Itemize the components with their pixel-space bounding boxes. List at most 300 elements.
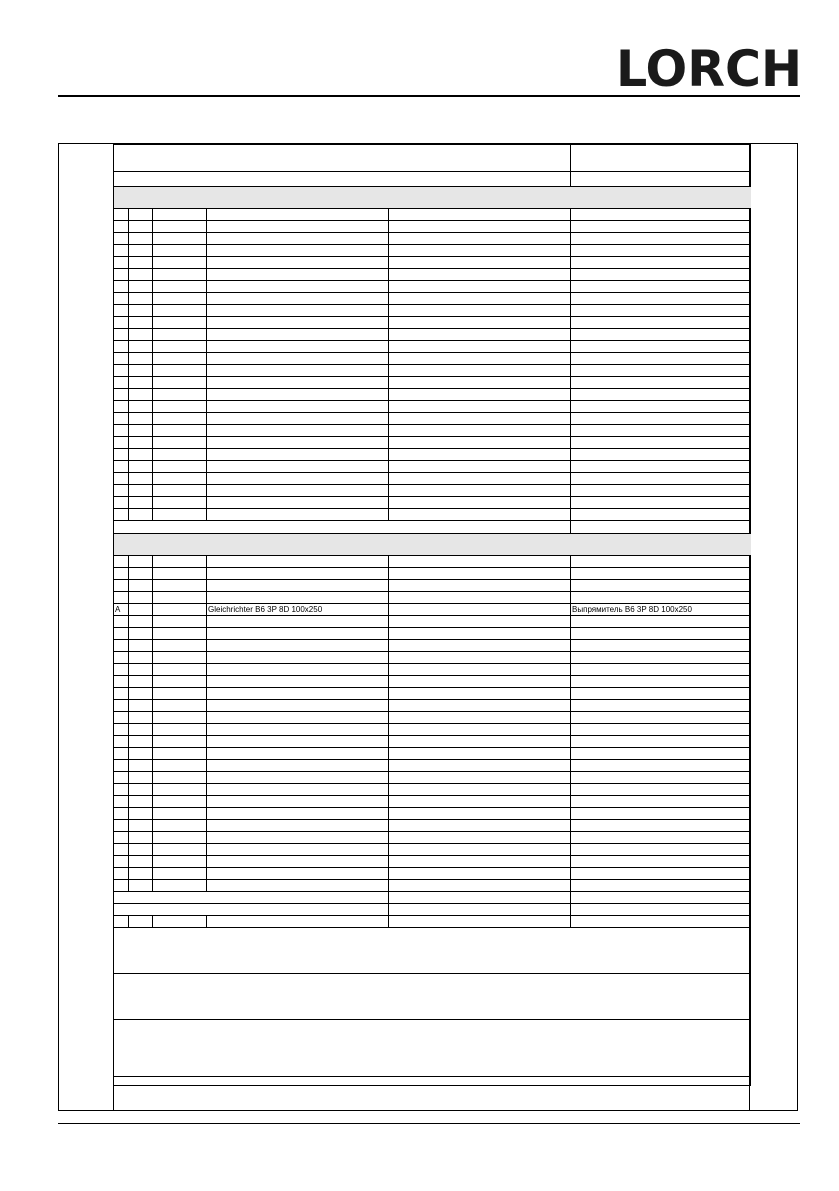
table-cell	[207, 628, 389, 640]
table-cell	[153, 233, 207, 245]
table-cell	[114, 974, 751, 1020]
table-cell	[129, 712, 153, 724]
table-cell	[114, 377, 129, 389]
table-cell	[114, 820, 129, 832]
table-cell	[129, 580, 153, 592]
table-cell	[389, 880, 571, 892]
table-cell	[129, 700, 153, 712]
table-row	[114, 209, 751, 221]
table-cell	[129, 640, 153, 652]
table-cell	[207, 413, 389, 425]
table-cell	[114, 796, 129, 808]
table-cell	[389, 317, 571, 329]
table-cell	[153, 389, 207, 401]
table-cell	[571, 473, 751, 485]
table-cell	[571, 628, 751, 640]
table-cell	[571, 353, 751, 365]
table-cell	[571, 521, 751, 534]
table-cell	[114, 389, 129, 401]
table-cell	[129, 604, 153, 616]
table-cell	[571, 616, 751, 628]
table-row	[114, 281, 751, 293]
table-row	[114, 580, 751, 592]
table-cell	[571, 281, 751, 293]
table-cell	[571, 892, 751, 904]
table-cell	[153, 844, 207, 856]
table-cell	[207, 233, 389, 245]
table-cell	[129, 556, 153, 568]
table-cell	[389, 257, 571, 269]
table-cell	[389, 221, 571, 233]
table-cell	[129, 401, 153, 413]
table-row	[114, 341, 751, 353]
table-cell	[207, 868, 389, 880]
table-cell	[571, 221, 751, 233]
table-row	[114, 449, 751, 461]
table-cell	[129, 437, 153, 449]
table-cell	[571, 880, 751, 892]
table-cell	[114, 700, 129, 712]
table-cell	[207, 844, 389, 856]
table-cell	[571, 509, 751, 521]
table-cell	[389, 796, 571, 808]
table-cell	[129, 676, 153, 688]
table-cell	[571, 497, 751, 509]
table-cell	[153, 604, 207, 616]
table-cell	[571, 868, 751, 880]
table-cell	[153, 724, 207, 736]
table-cell	[389, 808, 571, 820]
table-cell	[389, 281, 571, 293]
table-cell	[571, 832, 751, 844]
table-row	[114, 401, 751, 413]
table-cell	[129, 389, 153, 401]
lorch-logo-icon	[616, 46, 802, 90]
table-cell	[207, 509, 389, 521]
table-cell	[571, 640, 751, 652]
table-cell	[153, 293, 207, 305]
table-cell	[571, 760, 751, 772]
table-row	[114, 377, 751, 389]
table-cell	[129, 880, 153, 892]
table-cell	[571, 245, 751, 257]
table-cell	[571, 688, 751, 700]
table-cell	[114, 808, 129, 820]
table-cell	[153, 652, 207, 664]
table-cell	[207, 473, 389, 485]
table-cell	[207, 760, 389, 772]
table-cell	[153, 281, 207, 293]
table-cell	[207, 497, 389, 509]
table-cell	[153, 856, 207, 868]
table-cell	[153, 664, 207, 676]
table-cell	[207, 616, 389, 628]
table-cell	[129, 796, 153, 808]
table-cell	[389, 233, 571, 245]
table-row	[114, 856, 751, 868]
table-cell	[207, 580, 389, 592]
table-cell	[389, 245, 571, 257]
table-cell	[153, 700, 207, 712]
table-cell	[389, 844, 571, 856]
table-cell	[114, 353, 129, 365]
table-cell	[114, 652, 129, 664]
table-cell	[389, 628, 571, 640]
table-cell	[153, 269, 207, 281]
table-cell	[389, 341, 571, 353]
table-cell	[153, 317, 207, 329]
table-cell	[129, 832, 153, 844]
table-cell	[207, 784, 389, 796]
table-cell	[207, 640, 389, 652]
table-cell	[129, 293, 153, 305]
table-cell	[207, 281, 389, 293]
brand-name: LORCH	[616, 46, 802, 90]
table-cell	[114, 904, 389, 916]
table-cell	[114, 317, 129, 329]
table-cell	[129, 473, 153, 485]
table-cell	[114, 245, 129, 257]
table-cell	[129, 341, 153, 353]
table-cell	[389, 724, 571, 736]
table-row	[114, 904, 751, 916]
table-cell	[389, 449, 571, 461]
table-cell	[389, 640, 571, 652]
table-row	[114, 365, 751, 377]
table-cell	[114, 616, 129, 628]
table-cell	[389, 473, 571, 485]
table-cell	[571, 556, 751, 568]
table-cell	[129, 497, 153, 509]
brand-logo	[616, 46, 802, 90]
header-row	[114, 172, 751, 187]
table-cell	[129, 449, 153, 461]
table-cell	[571, 389, 751, 401]
table-cell	[207, 245, 389, 257]
table-cell	[389, 413, 571, 425]
table-cell	[571, 365, 751, 377]
table-cell	[571, 449, 751, 461]
table-cell	[129, 652, 153, 664]
table-cell	[129, 221, 153, 233]
table-cell	[571, 796, 751, 808]
table-cell	[153, 772, 207, 784]
table-row	[114, 329, 751, 341]
table-cell	[571, 305, 751, 317]
table-row	[114, 832, 751, 844]
table-cell	[129, 784, 153, 796]
table-row	[114, 437, 751, 449]
table-cell	[114, 1020, 751, 1077]
table-cell	[389, 916, 571, 928]
table-cell	[153, 688, 207, 700]
table-cell	[129, 868, 153, 880]
table-cell	[571, 712, 751, 724]
table-cell	[153, 365, 207, 377]
table-cell	[114, 293, 129, 305]
table-row	[114, 413, 751, 425]
table-cell	[389, 820, 571, 832]
table-cell	[114, 497, 129, 509]
table-cell	[389, 401, 571, 413]
table-row	[114, 676, 751, 688]
table-cell	[389, 832, 571, 844]
section-band	[114, 187, 751, 209]
table-cell	[153, 497, 207, 509]
table-cell	[129, 616, 153, 628]
table-cell	[153, 616, 207, 628]
table-cell	[207, 293, 389, 305]
table-row	[114, 293, 751, 305]
table-cell	[571, 784, 751, 796]
table-cell	[153, 640, 207, 652]
table-cell	[153, 796, 207, 808]
table-cell	[207, 832, 389, 844]
table-cell	[153, 329, 207, 341]
table-cell	[207, 880, 389, 892]
table-cell	[389, 485, 571, 497]
table-row	[114, 473, 751, 485]
table-cell	[114, 580, 129, 592]
table-cell	[389, 269, 571, 281]
table-cell	[114, 676, 129, 688]
table-cell	[571, 592, 751, 604]
table-cell	[571, 748, 751, 760]
table-cell	[153, 449, 207, 461]
table-cell	[114, 568, 129, 580]
table-cell	[153, 209, 207, 221]
table-cell	[207, 712, 389, 724]
table-cell	[153, 676, 207, 688]
table-cell	[207, 736, 389, 748]
table-cell	[129, 233, 153, 245]
header-cell	[571, 172, 751, 187]
table-cell	[153, 556, 207, 568]
table-cell	[389, 389, 571, 401]
table-row	[114, 868, 751, 880]
table-cell	[129, 257, 153, 269]
table-cell	[389, 293, 571, 305]
table-cell	[571, 329, 751, 341]
table-cell	[207, 377, 389, 389]
table-cell	[114, 257, 129, 269]
table-cell	[207, 664, 389, 676]
table-cell	[153, 568, 207, 580]
table-cell	[129, 724, 153, 736]
table-cell	[389, 580, 571, 592]
table-cell	[571, 676, 751, 688]
table-row	[114, 592, 751, 604]
table-cell	[114, 473, 129, 485]
table-cell	[207, 425, 389, 437]
table-cell	[114, 437, 129, 449]
table-cell	[389, 329, 571, 341]
table-row	[114, 640, 751, 652]
table-cell	[571, 772, 751, 784]
table-cell	[114, 413, 129, 425]
table-cell	[153, 245, 207, 257]
table-cell	[207, 808, 389, 820]
table-cell	[129, 688, 153, 700]
table-cell	[114, 341, 129, 353]
table-cell	[571, 257, 751, 269]
table-cell	[389, 592, 571, 604]
table-cell	[114, 209, 129, 221]
table-row	[114, 784, 751, 796]
table-cell	[114, 592, 129, 604]
table-cell	[153, 580, 207, 592]
description-ru-cell: Выпрямитель B6 3P 8D 100x250	[571, 604, 751, 616]
table-cell	[389, 868, 571, 880]
table-cell	[153, 461, 207, 473]
table-cell	[114, 880, 129, 892]
table-cell	[207, 676, 389, 688]
table-cell	[129, 329, 153, 341]
table-cell	[207, 353, 389, 365]
table-cell	[153, 760, 207, 772]
table-cell	[129, 856, 153, 868]
table-cell	[153, 473, 207, 485]
table-cell	[114, 449, 129, 461]
table-row	[114, 353, 751, 365]
table-cell	[114, 832, 129, 844]
table-cell	[129, 353, 153, 365]
table-cell	[389, 760, 571, 772]
table-cell	[129, 305, 153, 317]
table-cell	[389, 509, 571, 521]
table-row	[114, 568, 751, 580]
table-cell	[571, 461, 751, 473]
table-row	[114, 257, 751, 269]
table-cell	[114, 916, 129, 928]
table-cell	[389, 497, 571, 509]
table-cell	[153, 880, 207, 892]
table-cell	[129, 664, 153, 676]
table-cell	[207, 592, 389, 604]
table-row	[114, 485, 751, 497]
table-cell	[207, 796, 389, 808]
table-cell	[129, 245, 153, 257]
table-row	[114, 664, 751, 676]
table-cell	[153, 820, 207, 832]
table-cell	[389, 736, 571, 748]
table-cell	[129, 748, 153, 760]
table-cell	[114, 233, 129, 245]
table-cell	[571, 233, 751, 245]
table-cell	[571, 437, 751, 449]
table-row	[114, 844, 751, 856]
table-cell	[114, 556, 129, 568]
table-row	[114, 820, 751, 832]
table-cell	[389, 664, 571, 676]
table-cell	[153, 712, 207, 724]
table-cell	[114, 844, 129, 856]
table-row	[114, 736, 751, 748]
table-row	[114, 880, 751, 892]
table-cell	[389, 784, 571, 796]
table-cell	[153, 868, 207, 880]
table-row	[114, 616, 751, 628]
table-cell	[207, 688, 389, 700]
table-row	[114, 233, 751, 245]
footer-rule	[58, 1123, 800, 1124]
table-cell	[571, 485, 751, 497]
table-cell	[114, 509, 129, 521]
table-cell	[129, 269, 153, 281]
table-row	[114, 748, 751, 760]
table-cell	[389, 568, 571, 580]
table-cell	[153, 832, 207, 844]
table-cell	[207, 820, 389, 832]
table-cell	[114, 748, 129, 760]
table-cell	[207, 724, 389, 736]
section-band-cell	[114, 534, 751, 556]
table-row	[114, 760, 751, 772]
table-cell	[207, 748, 389, 760]
table-row	[114, 534, 751, 556]
table-row	[114, 628, 751, 640]
section-band-cell	[114, 187, 751, 209]
table-cell	[389, 892, 571, 904]
table-cell	[114, 892, 389, 904]
table-cell	[571, 293, 751, 305]
table-cell	[571, 736, 751, 748]
table-cell	[153, 736, 207, 748]
table-cell	[207, 389, 389, 401]
table-cell	[571, 904, 751, 916]
table-cell	[153, 485, 207, 497]
table-cell	[207, 269, 389, 281]
table-cell	[389, 461, 571, 473]
table-cell	[153, 592, 207, 604]
table-row	[114, 305, 751, 317]
table-row	[114, 1020, 751, 1077]
table-cell	[389, 748, 571, 760]
table-cell	[114, 928, 751, 974]
table-cell	[114, 856, 129, 868]
table-cell	[207, 652, 389, 664]
table-cell	[129, 509, 153, 521]
table-cell	[153, 341, 207, 353]
parts-table	[113, 144, 751, 1086]
table-cell	[207, 461, 389, 473]
table-row	[114, 461, 751, 473]
table-cell	[129, 485, 153, 497]
table-row	[114, 556, 751, 568]
table-cell	[389, 305, 571, 317]
table-cell	[153, 509, 207, 521]
table-cell	[114, 760, 129, 772]
header-row	[114, 145, 751, 172]
table-row	[114, 1077, 751, 1086]
table-row	[114, 604, 751, 616]
table-cell	[389, 856, 571, 868]
table-cell	[207, 401, 389, 413]
table-cell	[129, 425, 153, 437]
table-cell	[207, 916, 389, 928]
table-cell	[129, 209, 153, 221]
table-row	[114, 892, 751, 904]
table-cell	[129, 317, 153, 329]
table-cell	[389, 437, 571, 449]
table-cell	[114, 664, 129, 676]
table-cell	[153, 748, 207, 760]
table-cell	[389, 688, 571, 700]
table-cell	[389, 712, 571, 724]
table-cell	[207, 365, 389, 377]
table-row	[114, 521, 751, 534]
table-row	[114, 974, 751, 1020]
